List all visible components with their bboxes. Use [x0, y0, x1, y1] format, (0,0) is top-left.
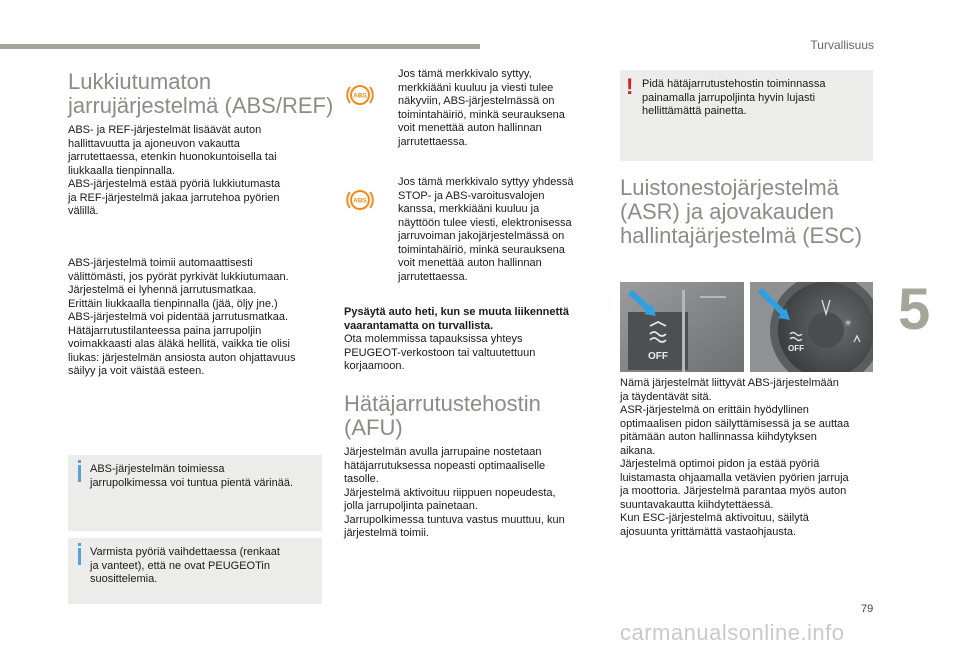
header-rule [0, 44, 480, 49]
section-title: Turvallisuus [810, 38, 874, 52]
abs-intro-text: ABS- ja REF-järjestelmät lisäävät auton hallittavuutta ja ajoneuvon vakautta jarrutettaessa, etenkin huonokuntoisella tai liukkaalla tienpinnalla. ABS-järjestelmä estää pyöriä lukkiutumasta ja REF-järjestelmä jakaa jarrutehoa pyörien välillä. [68, 124, 281, 217]
svg-text:ABS: ABS [353, 92, 367, 100]
svg-text:OFF: OFF [788, 344, 804, 353]
abs-operation-text: ABS-järjestelmä toimii automaattisesti välittömästi, jos pyörät pyrkivät lukkiutumaan. Järjestelmä ei lyhennä jarrutusmatkaa. Erittäin liukkaalla tienpinnalla (jää, öljy jne.) ABS-järjestelmä voi pidentää jarrutusmatkaa. Hätäjarrutustilanteessa paina jarrupoljin voimakkaasti alas äläkä hellitä, vaikka tie olisi liukas: järjestelmän ansiosta auton ohjattavuus säilyy ja voit väistää esteen. [68, 257, 296, 377]
note-text: ABS-järjestelmän toimiessa jarrupolkimessa voi tuntua pientä värinää. [90, 463, 294, 489]
esc-heading: Luistonestojärjestelmä (ASR) ja ajovakauden hallintajärjestelmä (ESC) [620, 175, 863, 248]
page-number: 79 [861, 603, 874, 615]
afu-text: Järjestelmän avulla jarrupaine nostetaan hätäjarrutuksessa nopeasti optimaaliselle tasolle. Järjestelmä aktivoituu riippuen nopeudesta, jolla jarrupoljinta painetaan. Jarrupolkimessa tuntuva vastus muuttuu, kun järjestelmä toimii. [344, 446, 565, 539]
info-icon [78, 543, 81, 546]
stop-instruction: Pysäytä auto heti, kun se muuta liikennettä vaarantamatta on turvallista. Ota molemmissa tapauksissa yhteys PEUGEOT-verkostoon tai valtuutettuun korjaamoon. [344, 306, 569, 372]
warning-note-afu [620, 70, 873, 161]
esc-control-panel-photo [750, 282, 873, 372]
info-icon-bar [78, 548, 81, 565]
chapter-number: 5 [898, 277, 931, 342]
info-note-tyres [68, 538, 322, 604]
ref-lamp-text: Jos tämä merkkivalo syttyy yhdessä STOP- ja ABS-varoitusvalojen kanssa, merkkiääni kuuluu ja näyttöön tulee viesti, elektronisessa jarruvoiman jakojärjestelmässä on toimintahäiriö, minkä seurauksena voit menettää auton hallinnan jarrutettaessa. [398, 176, 574, 283]
watermark: carmanualsonline.info [620, 620, 845, 645]
info-note-vibration [68, 455, 322, 531]
info-icon-bar [78, 465, 81, 482]
svg-text:✳: ✳ [844, 319, 852, 329]
warning-icon: ! [626, 74, 634, 99]
svg-text:OFF: OFF [648, 351, 668, 362]
abs-lamp-text: Jos tämä merkkivalo syttyy, merkkiääni kuuluu ja viesti tulee näkyviin, ABS-järjestelmässä on toimintahäiriö, minkä seurauksena voit menettää auton hallinnan jarrutettaessa. [398, 68, 565, 148]
esc-off-button-image [620, 282, 744, 372]
esc-description-text: Nämä järjestelmät liittyvät ABS-järjestelmään ja täydentävät sitä. ASR-järjestelmä on erittäin hyödyllinen optimaalisen pidon säilyttämisessä ja se auttaa pitämään auton hallinnassa kiihdytyksen aikana. Järjestelmä optimoi pidon ja estää pyöriä luistamasta ohjaamalla vetävien pyörien jarruja ja moottoria. Järjestelmä parantaa myös auton suuntavakautta kiihdytettäessä. Kun ESC-järjestelmä aktivoituu, säilytä ajosuunta yrittämättä vastaohjausta. [620, 377, 850, 538]
note-text: Pidä hätäjarrutustehostin toiminnassa painamalla jarrupoljinta hyvin lujasti hellittämättä painetta. [642, 78, 826, 117]
esc-button-photo [620, 282, 744, 372]
esc-control-panel-image [750, 282, 873, 372]
note-text: Varmista pyöriä vaihdettaessa (renkaat ja vanteet), että ne ovat PEUGEOTin suosittelemia. [90, 546, 280, 585]
svg-text:ABS: ABS [353, 197, 367, 205]
abs-warning-lamp-icon-2 [345, 185, 375, 215]
info-icon [78, 460, 81, 463]
abs-heading: Lukkiutumaton jarrujärjestelmä (ABS/REF) [68, 69, 334, 118]
afu-heading: Hätäjarrutustehostin (AFU) [344, 391, 541, 440]
abs-warning-lamp-icon [345, 80, 375, 110]
